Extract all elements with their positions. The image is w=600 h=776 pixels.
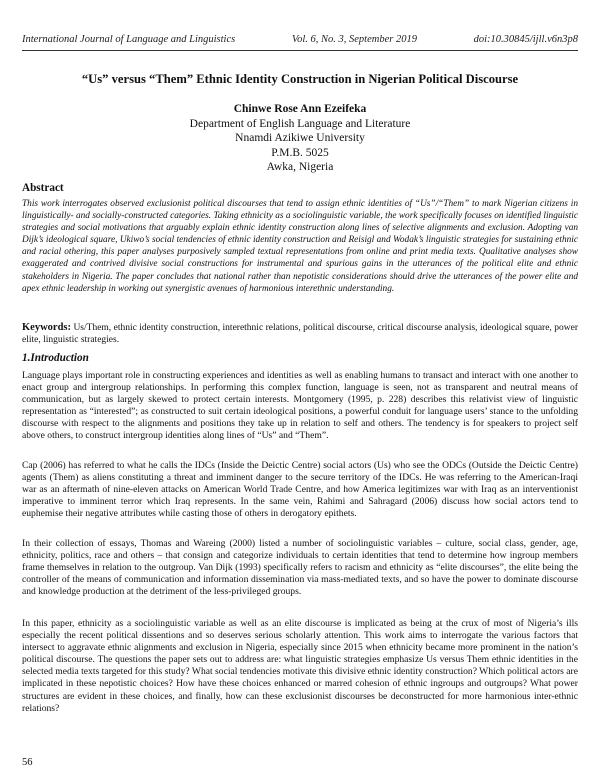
author-city: Awka, Nigeria bbox=[266, 161, 334, 173]
keywords-label: Keywords: bbox=[22, 322, 71, 333]
author-block bbox=[0, 102, 600, 175]
author-name: Chinwe Rose Ann Ezeifeka bbox=[233, 103, 367, 115]
author-university: Nnamdi Azikiwe University bbox=[235, 132, 365, 144]
running-header bbox=[22, 34, 578, 45]
journal-name: International Journal of Language and Linguistics bbox=[22, 34, 236, 45]
paragraph: Language plays important role in constructing experiences and identities as well as enabling humans to transact and interact with one another to enact group and intergroup relationships. In performing this complex function, language is seen, not as transparent and neutral means of communication, but as largely skewed to protect certain interests. Montgomery (1995, p. 228) describes this relativist view of linguistic representation as “interested”; as constructed to suit certain ideological positions, a powerful conduit for language users’ stance to the unfolding discourse with respect to the alignments and positions they take up in relation to self and others. The tendency is for speakers to project self above others, to construct intergroup identities along lines of “Us” and “Them”. bbox=[22, 370, 578, 442]
section-heading-introduction: 1.Introduction bbox=[22, 352, 89, 364]
header-rule bbox=[22, 50, 578, 51]
keywords bbox=[22, 322, 578, 346]
author-pmb: P.M.B. 5025 bbox=[271, 146, 329, 159]
keywords-text: Us/Them, ethnic identity construction, interethnic relations, political discourse, critical discourse analysis, ideological square, power elite, linguistic strategies. bbox=[22, 323, 578, 346]
author-department: Department of English Language and Literature bbox=[189, 117, 411, 130]
issue-info: Vol. 6, No. 3, September 2019 bbox=[291, 34, 417, 45]
paragraph: In this paper, ethnicity as a sociolinguistic variable as well as an elite discourse is implicated as being at the crux of most of Nigeria’s ills especially the recent political dissentions and so deserves serious scholarly attention. This work aims to interrogate the various factors that intersect to aggravate ethnic alignments and exclusion in Nigeria, especially since 2015 when ethnicity became more prominent in the nation’s political discourse. The questions the paper sets out to address are: what linguistic strategies emphasize Us versus Them ethnic identities in the selected media texts targeted for this study? What social tendencies motivate this divisive ethnic identity construction? Which political actors are implicated in these nepotistic choices? How have these choices enhanced or marred cohesion of ethnic ingroups and outgroups? What power structures are evident in these choices, and finally, how can these exclusionist discourses be deconstructed for more harmonious inter-ethnic relations? bbox=[22, 618, 579, 714]
paragraph: Cap (2006) has referred to what he calls the IDCs (Inside the Deictic Centre) social actors (Us) who see the ODCs (Outside the Deictic Centre) agents (Them) as aliens constituting a threat and imminent danger to the secure territory of the IDCs. He was referring to the American-Iraqi war as an aftermath of nine-eleven attacks on American World Trade Centre, and how America legitimizes war with Iraq as an interventionist imperative to imminent terror which Iraq represents. In the same vein, Rahimi and Sahragard (2006) discuss how social actors tend to euphemise their negative attributes while casting those of others in derogatory epithets. bbox=[22, 460, 578, 520]
abstract-text: This work interrogates observed exclusionist political discourses that tend to assign ethnic identities of “Us”/“Them” to mark Nigerian citizens in linguistically- and socially-constructed categories. Taking ethnicity as a sociolinguistic variable, the work specifically focuses on identified linguistic strategies and social motivations that arguably explain ethnic identity construction along lines of selective alignments and exclusion. Adopting van Dijk’s ideological square, Ukiwo’s social tendencies of ethnic identity construction and Reisigl and Wodak’s linguistic strategies for sustaining ethnic and racial othering, this paper analyses purposively sampled textual representations from online and print media texts. Qualitative analyses show exaggerated and contrived divisive social constructions for instrumental and spurious gains in the utterances of the political elite and ethnic stakeholders in Nigeria. The paper concludes that national rather than nepotistic considerations should drive the utterances of the power elite and apex ethnic leadership in working out synergistic avenues of harmonious interethnic understanding. bbox=[22, 199, 578, 294]
abstract-heading: Abstract bbox=[22, 182, 64, 194]
paper-title: “Us” versus “Them” Ethnic Identity Construction in Nigerian Political Discourse bbox=[81, 72, 519, 86]
page-number: 56 bbox=[22, 757, 33, 768]
doi: doi:10.30845/ijll.v6n3p8 bbox=[473, 34, 578, 45]
paragraph: In their collection of essays, Thomas and Wareing (2000) listed a number of sociolinguistic variables – culture, social class, gender, age, ethnicity, politics, race and others – that consign and categorize individuals to certain identities that tend to determine how ingroup members frame themselves in relation to the outgroup. Van Dijk (1993) specifically refers to racism and ethnicity as “elite discourses”, the elite being the controller of the means of communication and information dissemination via mass-mediated texts, and so have the power to dominate discourse and knowledge production at the detriment of the less-privileged groups. bbox=[22, 538, 578, 598]
